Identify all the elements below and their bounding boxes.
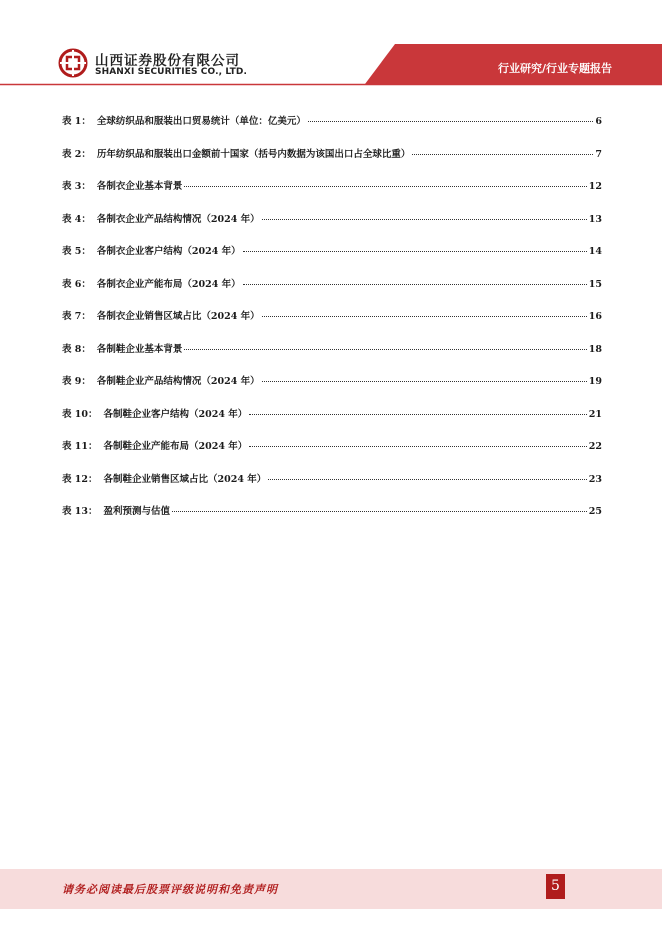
toc-leader-dots [262,381,587,382]
page-number: 5 [546,874,565,899]
toc-label: 表 8： [62,343,91,355]
toc-entry[interactable] [62,112,602,145]
toc-title: 全球纺织品和服装出口贸易统计（单位：亿美元） [96,116,306,127]
toc-entry[interactable] [62,470,602,503]
report-type: 行业研究/行业专题报告 [497,62,612,75]
toc-title: 各制衣企业基本背景 [96,181,183,192]
toc-label: 表 11： [62,441,98,452]
toc-title: 各制鞋企业产品结构情况（2024 年） [96,376,260,387]
toc-page-number: 22 [588,441,602,452]
company-logo-icon [58,48,88,78]
toc-label: 表 9： [62,376,91,387]
toc-label: 表 12： [62,473,98,485]
toc-entry[interactable] [62,145,602,178]
toc-page-number: 25 [588,506,602,517]
toc-page-number: 15 [588,278,602,290]
toc-leader-dots [412,154,593,155]
header-banner [0,0,662,92]
toc-entry[interactable] [62,502,602,535]
toc-entry[interactable] [62,405,602,438]
toc-page-number: 16 [588,311,602,322]
toc-title: 各制鞋企业基本背景 [96,343,183,355]
toc-page-number: 7 [595,148,602,160]
toc-entry[interactable] [62,275,602,308]
toc-page-number: 19 [588,376,602,387]
toc-leader-dots [262,316,587,317]
toc-entry[interactable] [62,372,602,405]
toc-title: 各制鞋企业产能布局（2024 年） [103,441,248,452]
toc-title: 各制衣企业产品结构情况（2024 年） [96,213,260,225]
toc-entry[interactable] [62,210,602,243]
toc-label: 表 7： [62,311,91,322]
toc-leader-dots [249,446,586,447]
toc-leader-dots [243,251,587,252]
toc-leader-dots [308,121,593,122]
toc-label: 表 10： [62,408,98,420]
toc-entry[interactable] [62,242,602,275]
toc-page-number: 23 [588,473,602,485]
toc-entry[interactable] [62,437,602,470]
page-footer [0,869,662,909]
toc-page-number: 13 [588,213,602,225]
toc-page-number: 18 [588,343,602,355]
toc-page-number: 6 [595,116,602,127]
page-header [0,0,662,92]
toc-leader-dots [184,186,586,187]
toc-label: 表 2： [62,148,91,160]
toc-label: 表 6： [62,278,91,290]
toc-leader-dots [262,219,587,220]
toc-title: 各制衣企业销售区域占比（2024 年） [96,311,260,322]
toc-title: 各制鞋企业销售区域占比（2024 年） [103,473,267,485]
company-name-en: SHANXI SECURITIES CO., LTD. [95,67,248,77]
toc-page-number: 14 [588,246,602,257]
toc-title: 各制衣企业产能布局（2024 年） [96,278,241,290]
toc-leader-dots [243,284,587,285]
toc-page-number: 21 [588,408,602,420]
toc-entry[interactable] [62,340,602,373]
toc-title: 各制衣企业客户结构（2024 年） [96,246,241,257]
toc-page-number: 12 [588,181,602,192]
toc-leader-dots [249,414,586,415]
disclaimer-text: 请务必阅读最后股票评级说明和免责声明 [62,883,278,896]
toc-title: 各制鞋企业客户结构（2024 年） [103,408,248,420]
toc-label: 表 3： [62,181,91,192]
toc-label: 表 5： [62,246,91,257]
toc-label: 表 1： [62,116,91,127]
toc-leader-dots [184,349,586,350]
toc-entry[interactable] [62,307,602,340]
table-of-contents [62,112,602,535]
toc-label: 表 4： [62,213,91,225]
company-name-cn: 山西证券股份有限公司 [95,53,240,69]
toc-title: 盈利预测与估值 [103,506,171,517]
toc-entry[interactable] [62,177,602,210]
toc-leader-dots [172,511,587,512]
toc-leader-dots [268,479,586,480]
toc-label: 表 13： [62,506,98,517]
toc-title: 历年纺织品和服装出口金额前十国家（括号内数据为该国出口占全球比重） [96,148,411,160]
